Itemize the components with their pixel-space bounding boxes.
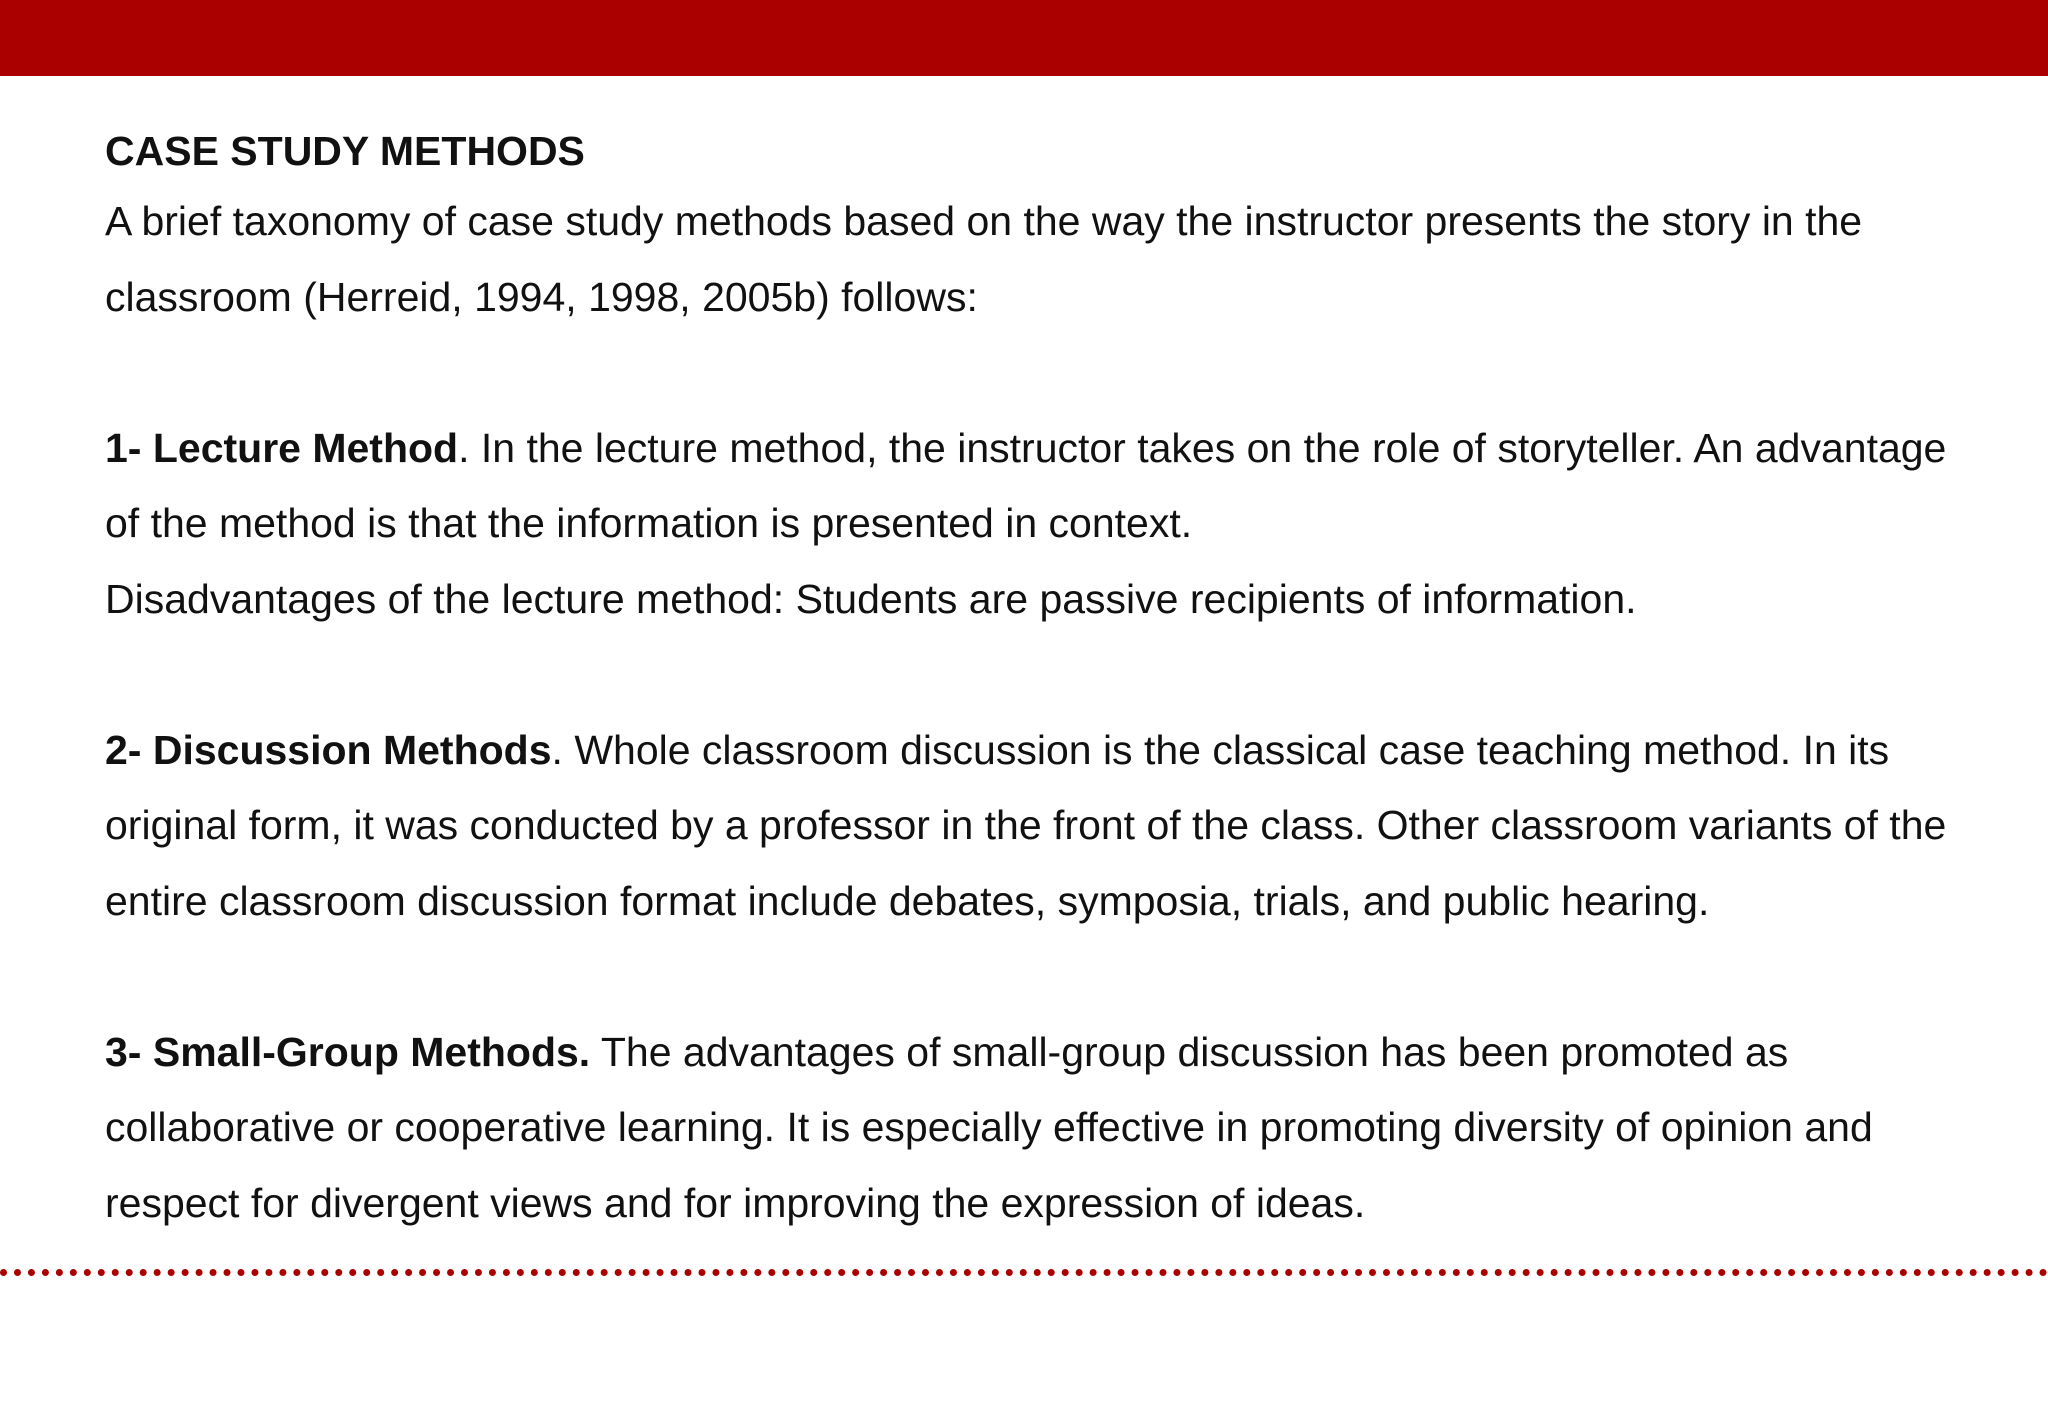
section-lecture-disadvantages: Disadvantages of the lecture method: Students are passive recipients of information. [105,575,1637,622]
section-heading: 1- Lecture Method [105,424,459,471]
section-discussion-methods [105,713,1985,940]
section-heading: 2- Discussion Methods [105,726,552,773]
section-body: In the lecture method, the instructor takes on the role of storyteller. An advantage of the method is that the information is presented in context. [105,424,1947,546]
footer-dotted-divider [0,1269,2048,1276]
spacer [105,335,1985,411]
section-heading: 3- Small-Group Methods. [105,1028,591,1075]
header-bar [0,0,2048,76]
section-small-group-methods [105,1015,1985,1242]
section-lecture-method [105,411,1985,562]
slide-content [105,118,1985,1241]
spacer [105,637,1985,713]
spacer [105,939,1985,1015]
section-heading-punct: . [551,726,563,773]
slide-title: CASE STUDY METHODS [105,128,585,174]
section-body: Whole classroom discussion is the classical case teaching method. In its original form, it was conducted by a professor in the front of the class. Other classroom variants of the entire classroom discussion format include debates, symposia, trials, and public hearing. [105,726,1947,924]
section-heading-punct: . [458,424,470,471]
intro-paragraph: A brief taxonomy of case study methods based on the way the instructor presents the story in the classroom (Herreid, 1994, 1998, 2005b) follows: [105,198,1863,320]
section-body: The advantages of small-group discussion has been promoted as collaborative or cooperative learning. It is especially effective in promoting diversity of opinion and respect for divergent views and for improving the expression of ideas. [105,1028,1873,1226]
